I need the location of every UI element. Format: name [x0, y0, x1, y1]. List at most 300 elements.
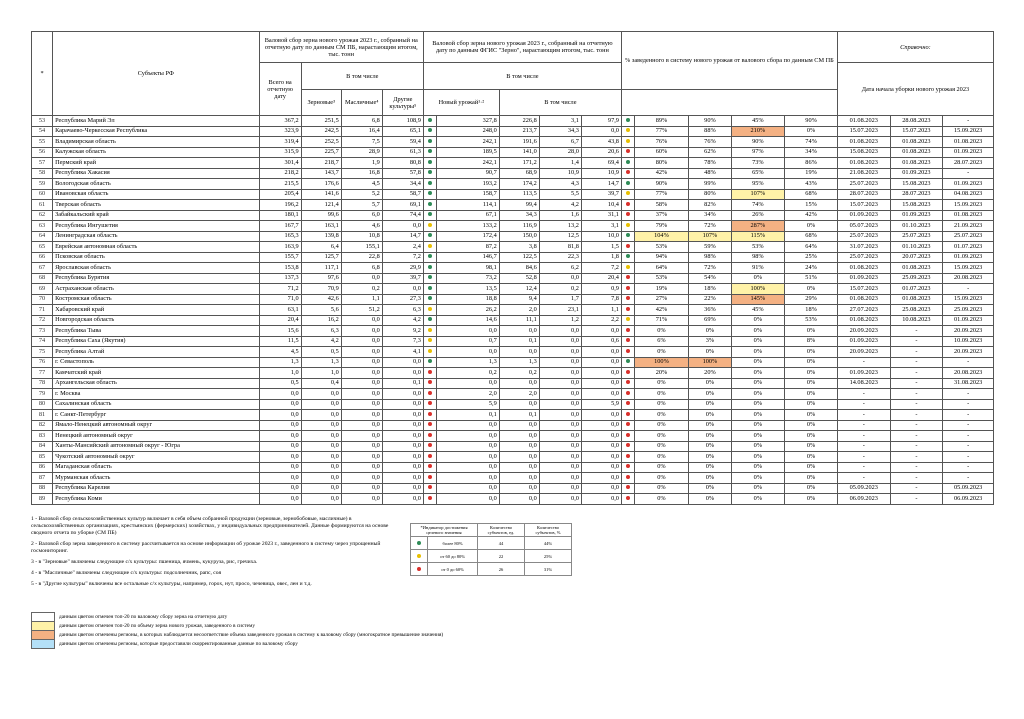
fgis-new: 14,6 — [436, 315, 499, 326]
date-other: - — [943, 116, 994, 127]
gross-total: 0,0 — [259, 420, 301, 431]
fgis-new: 0,0 — [436, 431, 499, 442]
gross-other: 0,0 — [382, 221, 423, 232]
gross-other: 0,0 — [382, 284, 423, 295]
date-grain: 21.08.2023 — [837, 168, 890, 179]
yellow-status-dot-icon — [428, 244, 432, 248]
red-status-dot-icon — [428, 370, 432, 374]
fgis-other: 10,9 — [581, 168, 621, 179]
percent-other: 68% — [785, 231, 838, 242]
fgis-grain: 2,0 — [499, 305, 539, 316]
region-name: Республика Марий Эл — [53, 116, 260, 127]
green-status-dot-icon — [428, 191, 432, 195]
fgis-other: 0,0 — [581, 389, 621, 400]
percent-other: 8% — [785, 336, 838, 347]
yellow-status-dot-icon — [626, 139, 630, 143]
date-other: - — [943, 431, 994, 442]
percent-indicator-dot — [621, 378, 634, 389]
percent-indicator-dot — [621, 231, 634, 242]
gross-other: 7,2 — [382, 252, 423, 263]
yellow-status-dot-icon — [428, 338, 432, 342]
header-other: Другие культуры⁵ — [382, 90, 423, 116]
date-grain: 25.07.2023 — [837, 252, 890, 263]
red-status-dot-icon — [626, 212, 630, 216]
date-oil: 15.08.2023 — [890, 179, 943, 190]
fgis-grain: 2,0 — [499, 389, 539, 400]
percent-other: 19% — [785, 168, 838, 179]
fgis-other: 0,0 — [581, 126, 621, 137]
indicator-dot — [423, 326, 436, 337]
gross-other: 29,9 — [382, 263, 423, 274]
row-number: 88 — [32, 483, 53, 494]
gross-total: 367,2 — [259, 116, 301, 127]
region-name: г. Санкт-Петербург — [53, 410, 260, 421]
date-other: 15.09.2023 — [943, 294, 994, 305]
percent-total: 0% — [634, 494, 689, 505]
indicator-dot — [423, 116, 436, 127]
date-oil: 28.08.2023 — [890, 116, 943, 127]
date-grain: - — [837, 462, 890, 473]
percent-indicator-dot — [621, 473, 634, 484]
fgis-grain: 99,4 — [499, 200, 539, 211]
green-status-dot-icon — [417, 541, 421, 545]
fgis-other: 0,0 — [581, 357, 621, 368]
percent-total: 0% — [634, 441, 689, 452]
green-status-dot-icon — [428, 296, 432, 300]
row-number: 73 — [32, 326, 53, 337]
gross-grain: 5,6 — [301, 305, 341, 316]
red-status-dot-icon — [428, 454, 432, 458]
date-oil: 01.08.2023 — [890, 263, 943, 274]
red-status-dot-icon — [626, 412, 630, 416]
gross-grain: 0,0 — [301, 462, 341, 473]
red-status-dot-icon — [626, 275, 630, 279]
percent-indicator-dot — [621, 441, 634, 452]
date-oil: 25.08.2023 — [890, 305, 943, 316]
red-status-dot-icon — [626, 244, 630, 248]
green-status-dot-icon — [428, 160, 432, 164]
gross-other: 4,1 — [382, 347, 423, 358]
percent-indicator-dot — [621, 336, 634, 347]
gross-oil: 0,2 — [341, 284, 382, 295]
header-ref-sub: Дата начала уборки нового урожая 2023 — [837, 63, 993, 116]
header-ref-group: Справочно: — [837, 32, 993, 63]
percent-grain: 48% — [689, 168, 731, 179]
footnote-5: 5 - в "Другие культуры" включены все остальные с/х культуры, например, горох, нут, просо, чечевица, овес, лен и т.д. — [31, 581, 312, 587]
yellow-status-dot-icon — [626, 317, 630, 321]
percent-grain: 0% — [689, 326, 731, 337]
percent-total: 0% — [634, 473, 689, 484]
fgis-new: 114,1 — [436, 200, 499, 211]
indicator-dot — [423, 210, 436, 221]
gross-other: 0,0 — [382, 399, 423, 410]
percent-other: 0% — [785, 452, 838, 463]
fgis-grain: 3,8 — [499, 242, 539, 253]
date-oil: 01.08.2023 — [890, 158, 943, 169]
header-subject: Субъекты РФ — [53, 32, 260, 116]
percent-total: 90% — [634, 179, 689, 190]
header-percent-group: % заведенного в систему нового урожая от валового сбора по данным СМ ПБ — [621, 32, 837, 90]
gross-oil: 28,9 — [341, 147, 382, 158]
header-percent-sub — [621, 90, 837, 116]
red-status-dot-icon — [428, 496, 432, 500]
red-status-dot-icon — [428, 433, 432, 437]
percent-total: 60% — [634, 147, 689, 158]
green-status-dot-icon — [428, 317, 432, 321]
fgis-other: 69,4 — [581, 158, 621, 169]
gross-total: 1,3 — [259, 357, 301, 368]
table-row — [32, 336, 994, 347]
table-row — [32, 305, 994, 316]
fgis-oil: 0,0 — [539, 399, 581, 410]
red-status-dot-icon — [428, 380, 432, 384]
region-name: Ярославская область — [53, 263, 260, 274]
fgis-new: 67,1 — [436, 210, 499, 221]
gross-grain: 1,0 — [301, 368, 341, 379]
gross-oil: 51,2 — [341, 305, 382, 316]
green-status-dot-icon — [428, 128, 432, 132]
legend-dot — [411, 550, 428, 563]
gross-oil: 5,7 — [341, 200, 382, 211]
percent-other: 18% — [785, 305, 838, 316]
region-name: Ханты-Мансийский автономный округ - Югра — [53, 441, 260, 452]
date-grain: - — [837, 399, 890, 410]
date-oil: 28.07.2023 — [890, 189, 943, 200]
percent-indicator-dot — [621, 252, 634, 263]
date-oil: - — [890, 452, 943, 463]
table-row — [32, 168, 994, 179]
region-name: Чукотский автономный округ — [53, 452, 260, 463]
region-name: Астраханская область — [53, 284, 260, 295]
table-row — [32, 452, 994, 463]
percent-total: 0% — [634, 389, 689, 400]
yellow-status-dot-icon — [626, 128, 630, 132]
table-row — [32, 368, 994, 379]
percent-other: 29% — [785, 294, 838, 305]
percent-grain: 36% — [689, 305, 731, 316]
row-number: 54 — [32, 126, 53, 137]
percent-oil: 107% — [731, 189, 785, 200]
percent-oil: 65% — [731, 168, 785, 179]
gross-total: 180,1 — [259, 210, 301, 221]
fgis-oil: 6,7 — [539, 137, 581, 148]
gross-grain: 99,6 — [301, 210, 341, 221]
yellow-status-dot-icon — [626, 265, 630, 269]
percent-grain: 72% — [689, 263, 731, 274]
date-oil: 01.08.2023 — [890, 137, 943, 148]
indicator-dot — [423, 494, 436, 505]
percent-grain: 0% — [689, 473, 731, 484]
gross-total: 0,0 — [259, 473, 301, 484]
fgis-new: 90,7 — [436, 168, 499, 179]
green-status-dot-icon — [626, 160, 630, 164]
percent-other: 64% — [785, 242, 838, 253]
green-status-dot-icon — [428, 265, 432, 269]
red-status-dot-icon — [626, 349, 630, 353]
red-status-dot-icon — [626, 443, 630, 447]
date-other: 31.08.2023 — [943, 378, 994, 389]
percent-indicator-dot — [621, 399, 634, 410]
yellow-status-dot-icon — [428, 349, 432, 353]
percent-oil: 0% — [731, 315, 785, 326]
gross-grain: 0,0 — [301, 494, 341, 505]
fgis-other: 0,0 — [581, 410, 621, 421]
table-row — [32, 116, 994, 127]
fgis-other: 0,0 — [581, 473, 621, 484]
red-status-dot-icon — [626, 401, 630, 405]
gross-total: 0,0 — [259, 462, 301, 473]
gross-other: 0,0 — [382, 410, 423, 421]
fgis-new: 0,0 — [436, 420, 499, 431]
fgis-other: 0,0 — [581, 462, 621, 473]
fgis-grain: 34,3 — [499, 210, 539, 221]
gross-grain: 42,6 — [301, 294, 341, 305]
percent-indicator-dot — [621, 431, 634, 442]
table-row — [32, 410, 994, 421]
percent-grain: 0% — [689, 410, 731, 421]
indicator-dot — [423, 473, 436, 484]
table-row — [32, 441, 994, 452]
percent-other: 0% — [785, 368, 838, 379]
date-grain: 20.09.2023 — [837, 326, 890, 337]
date-other: 15.09.2023 — [943, 126, 994, 137]
fgis-oil: 34,3 — [539, 126, 581, 137]
table-row — [32, 431, 994, 442]
date-oil: 25.07.2023 — [890, 231, 943, 242]
percent-other: 0% — [785, 420, 838, 431]
row-number: 84 — [32, 441, 53, 452]
gross-total: 315,9 — [259, 147, 301, 158]
date-grain: 01.08.2023 — [837, 137, 890, 148]
date-other: 01.09.2023 — [943, 252, 994, 263]
percent-grain: 80% — [689, 189, 731, 200]
fgis-new: 98,1 — [436, 263, 499, 274]
fgis-other: 0,0 — [581, 420, 621, 431]
row-number: 55 — [32, 137, 53, 148]
fgis-oil: 12,5 — [539, 231, 581, 242]
table-row — [32, 147, 994, 158]
date-grain: 15.07.2023 — [837, 126, 890, 137]
fgis-other: 3,1 — [581, 221, 621, 232]
row-number: 58 — [32, 168, 53, 179]
yellow-status-dot-icon — [626, 223, 630, 227]
gross-oil: 0,0 — [341, 473, 382, 484]
region-name: Ивановская область — [53, 189, 260, 200]
green-status-dot-icon — [428, 254, 432, 258]
date-grain: - — [837, 473, 890, 484]
fgis-new: 0,7 — [436, 336, 499, 347]
footnotes — [31, 516, 401, 592]
legend-row — [411, 537, 572, 550]
red-status-dot-icon — [626, 496, 630, 500]
fgis-new: 0,1 — [436, 410, 499, 421]
region-name: Пермский край — [53, 158, 260, 169]
color-key-item — [31, 639, 443, 648]
row-number: 87 — [32, 473, 53, 484]
date-oil: - — [890, 431, 943, 442]
gross-oil: 0,0 — [341, 494, 382, 505]
table-row — [32, 378, 994, 389]
indicator-dot — [423, 305, 436, 316]
percent-indicator-dot — [621, 420, 634, 431]
indicator-dot — [423, 462, 436, 473]
percent-grain: 0% — [689, 452, 731, 463]
fgis-oil: 10,9 — [539, 168, 581, 179]
percent-other: 0% — [785, 326, 838, 337]
gross-other: 34,4 — [382, 179, 423, 190]
date-oil: 01.07.2023 — [890, 284, 943, 295]
indicator-dot — [423, 231, 436, 242]
fgis-new: 158,7 — [436, 189, 499, 200]
gross-grain: 125,7 — [301, 252, 341, 263]
green-status-dot-icon — [428, 275, 432, 279]
gross-oil: 6,8 — [341, 116, 382, 127]
fgis-grain: 113,5 — [499, 189, 539, 200]
row-number: 86 — [32, 462, 53, 473]
gross-other: 57,8 — [382, 168, 423, 179]
percent-grain: 107% — [689, 231, 731, 242]
percent-total: 80% — [634, 158, 689, 169]
region-name: Карачаево-Черкесская Республика — [53, 126, 260, 137]
fgis-grain: 52,8 — [499, 273, 539, 284]
gross-grain: 117,1 — [301, 263, 341, 274]
percent-other: 0% — [785, 483, 838, 494]
percent-other: 51% — [785, 273, 838, 284]
date-other: 10.09.2023 — [943, 336, 994, 347]
fgis-grain: 0,1 — [499, 410, 539, 421]
gross-grain: 70,9 — [301, 284, 341, 295]
date-other: - — [943, 357, 994, 368]
fgis-grain: 0,0 — [499, 441, 539, 452]
fgis-other: 0,0 — [581, 378, 621, 389]
indicator-dot — [423, 147, 436, 158]
region-name: Ненецкий автономный округ — [53, 431, 260, 442]
percent-indicator-dot — [621, 189, 634, 200]
fgis-other: 1,5 — [581, 242, 621, 253]
green-status-dot-icon — [428, 233, 432, 237]
gross-oil: 6,8 — [341, 263, 382, 274]
header-marker: * — [32, 32, 53, 116]
gross-oil: 10,8 — [341, 231, 382, 242]
fgis-oil: 6,2 — [539, 263, 581, 274]
percent-grain: 0% — [689, 494, 731, 505]
region-name: Хабаровский край — [53, 305, 260, 316]
percent-other: 0% — [785, 126, 838, 137]
percent-oil: 0% — [731, 357, 785, 368]
indicator-dot — [423, 431, 436, 442]
gross-other: 0,0 — [382, 368, 423, 379]
legend-share: 44% — [525, 537, 572, 550]
fgis-grain: 84,6 — [499, 263, 539, 274]
gross-total: 0,0 — [259, 431, 301, 442]
date-oil: 01.10.2023 — [890, 242, 943, 253]
fgis-grain: 0,0 — [499, 462, 539, 473]
percent-oil: 100% — [731, 284, 785, 295]
fgis-other: 0,6 — [581, 336, 621, 347]
indicator-dot — [423, 242, 436, 253]
region-name: Мурманская область — [53, 473, 260, 484]
date-other: 01.09.2023 — [943, 315, 994, 326]
fgis-oil: 0,0 — [539, 357, 581, 368]
green-status-dot-icon — [428, 286, 432, 290]
indicator-dot — [423, 263, 436, 274]
gross-total: 0,0 — [259, 410, 301, 421]
gross-total: 215,5 — [259, 179, 301, 190]
region-name: Республика Тыва — [53, 326, 260, 337]
date-grain: - — [837, 431, 890, 442]
yellow-status-dot-icon — [428, 328, 432, 332]
green-status-dot-icon — [428, 181, 432, 185]
date-grain: - — [837, 357, 890, 368]
percent-other: 0% — [785, 399, 838, 410]
percent-indicator-dot — [621, 452, 634, 463]
percent-indicator-dot — [621, 347, 634, 358]
gross-grain: 225,7 — [301, 147, 341, 158]
percent-grain: 78% — [689, 158, 731, 169]
indicator-legend — [410, 523, 572, 576]
gross-total: 71,0 — [259, 294, 301, 305]
gross-grain: 242,5 — [301, 126, 341, 137]
fgis-other: 5,9 — [581, 399, 621, 410]
gross-other: 0,0 — [382, 389, 423, 400]
percent-total: 0% — [634, 420, 689, 431]
indicator-dot — [423, 126, 436, 137]
gross-total: 165,3 — [259, 231, 301, 242]
fgis-other: 0,0 — [581, 431, 621, 442]
date-grain: 06.09.2023 — [837, 494, 890, 505]
fgis-oil: 0,0 — [539, 273, 581, 284]
gross-grain: 0,0 — [301, 483, 341, 494]
fgis-oil: 28,0 — [539, 147, 581, 158]
row-number: 64 — [32, 231, 53, 242]
indicator-dot — [423, 336, 436, 347]
region-name: Республика Карелия — [53, 483, 260, 494]
green-status-dot-icon — [428, 149, 432, 153]
percent-other: 43% — [785, 179, 838, 190]
fgis-new: 26,2 — [436, 305, 499, 316]
date-other: 25.07.2023 — [943, 231, 994, 242]
fgis-new: 0,0 — [436, 326, 499, 337]
gross-other: 61,3 — [382, 147, 423, 158]
percent-total: 42% — [634, 168, 689, 179]
row-number: 67 — [32, 263, 53, 274]
percent-total: 71% — [634, 315, 689, 326]
date-oil: - — [890, 326, 943, 337]
row-number: 69 — [32, 284, 53, 295]
header-new-harvest: Новый урожай¹·² — [423, 90, 499, 116]
percent-grain: 0% — [689, 420, 731, 431]
fgis-other: 0,0 — [581, 347, 621, 358]
percent-grain: 69% — [689, 315, 731, 326]
gross-total: 0,0 — [259, 389, 301, 400]
red-status-dot-icon — [626, 454, 630, 458]
table-row — [32, 221, 994, 232]
gross-grain: 121,4 — [301, 200, 341, 211]
green-status-dot-icon — [428, 118, 432, 122]
gross-other: 6,3 — [382, 305, 423, 316]
fgis-grain: 226,8 — [499, 116, 539, 127]
percent-indicator-dot — [621, 221, 634, 232]
fgis-oil: 1,2 — [539, 315, 581, 326]
fgis-grain: 0,0 — [499, 494, 539, 505]
gross-oil: 0,0 — [341, 452, 382, 463]
percent-other: 24% — [785, 263, 838, 274]
green-status-dot-icon — [428, 212, 432, 216]
percent-oil: 210% — [731, 126, 785, 137]
percent-indicator-dot — [621, 389, 634, 400]
fgis-oil: 1,4 — [539, 158, 581, 169]
percent-other: 68% — [785, 189, 838, 200]
